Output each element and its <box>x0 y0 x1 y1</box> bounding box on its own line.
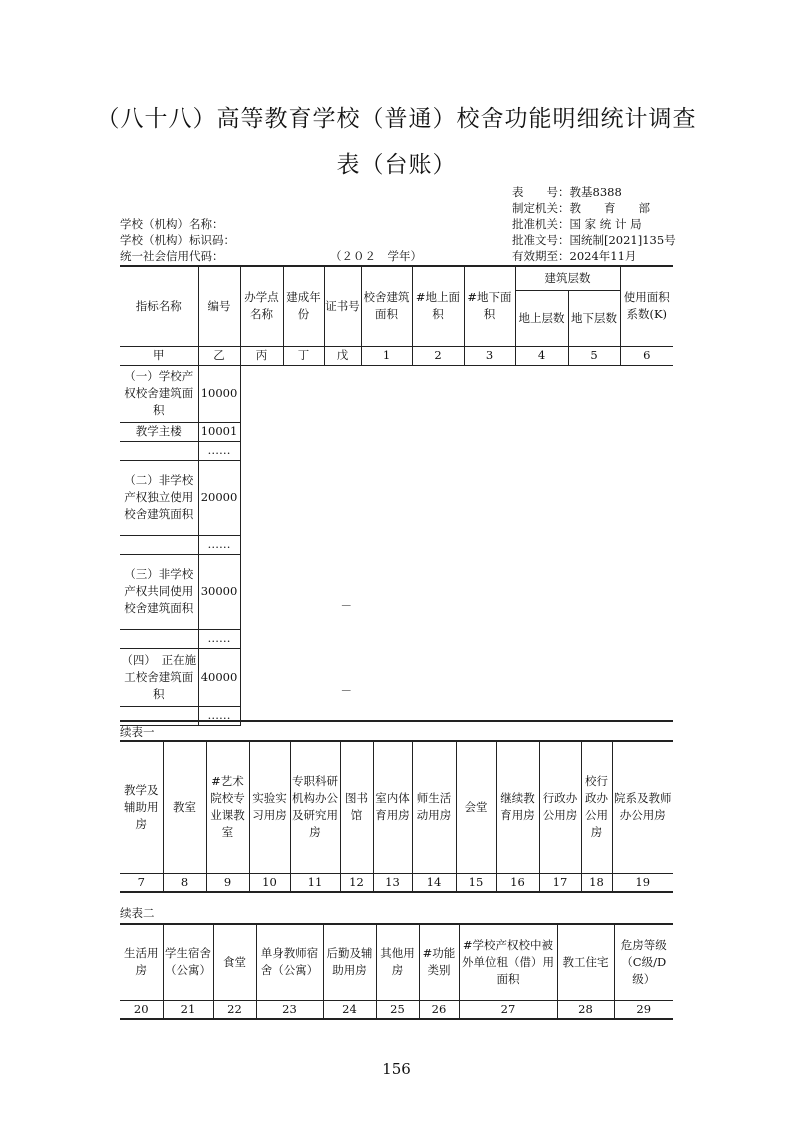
row-code: 10000 <box>198 365 240 422</box>
header-coef: 使用面积系数(K) <box>620 266 673 346</box>
data-area <box>240 365 673 725</box>
header-code: 编号 <box>198 266 240 346</box>
row-code: 20000 <box>198 460 240 535</box>
header-canteen: 食堂 <box>213 924 256 1000</box>
row-name: （四） 正在施工校舍建筑面积 <box>120 648 198 706</box>
dash-30000: － <box>340 599 352 614</box>
header-school-admin: 校行政办公用房 <box>581 741 612 873</box>
valid-until: 有效期至：2024年11月 <box>512 249 637 263</box>
row-code: …… <box>198 441 240 460</box>
header-continuing-ed: 继续教育用房 <box>496 741 539 873</box>
col-code: 11 <box>290 873 340 892</box>
row-code: 10001 <box>198 422 240 441</box>
col-code: 23 <box>256 1000 323 1019</box>
col-code: 10 <box>249 873 290 892</box>
header-library: 图书馆 <box>340 741 373 873</box>
main-table <box>120 265 673 726</box>
col-code: 19 <box>612 873 673 892</box>
row-code: …… <box>198 629 240 648</box>
row-name: （二）非学校产权独立使用校舍建筑面积 <box>120 460 198 535</box>
col-code: 20 <box>120 1000 163 1019</box>
header-classroom: 教室 <box>163 741 206 873</box>
header-year-built: 建成年份 <box>283 266 324 346</box>
col-code: 13 <box>373 873 412 892</box>
col-code: 26 <box>419 1000 459 1019</box>
col-code: 28 <box>557 1000 614 1019</box>
col-code: 甲 <box>120 346 198 365</box>
row-code: 40000 <box>198 648 240 706</box>
row-code: 30000 <box>198 554 240 629</box>
row-name: （三）非学校产权共同使用校舍建筑面积 <box>120 554 198 629</box>
header-hall: 会堂 <box>456 741 496 873</box>
header-indicator: 指标名称 <box>120 266 198 346</box>
col-code: 22 <box>213 1000 256 1019</box>
school-year-label: （２０２ 学年） <box>330 249 422 263</box>
col-code: 17 <box>539 873 581 892</box>
header-gym: 室内体育用房 <box>373 741 412 873</box>
header-function-type: #功能类别 <box>419 924 459 1000</box>
col-code: 9 <box>206 873 249 892</box>
continuation-table-2 <box>120 923 673 1020</box>
col-code: 25 <box>376 1000 419 1019</box>
header-admin: 行政办公用房 <box>539 741 581 873</box>
col-code: 乙 <box>198 346 240 365</box>
col-code: 3 <box>464 346 515 365</box>
approving-authority: 批准机关：国 家 统 计 局 <box>512 217 642 231</box>
col-code: 2 <box>412 346 464 365</box>
header-art-classroom: #艺术院校专业课教室 <box>206 741 249 873</box>
page-number: 156 <box>382 1060 411 1078</box>
continuation-table-1 <box>120 740 673 893</box>
header-cert: 证书号 <box>324 266 361 346</box>
header-danger-grade: 危房等级（C级/D级） <box>614 924 673 1000</box>
issuing-authority: 制定机关：教 育 部 <box>512 201 650 215</box>
header-below-floors: 地下层数 <box>568 290 620 346</box>
row-name: （一）学校产权校舍建筑面积 <box>120 365 198 422</box>
col-code: 27 <box>459 1000 557 1019</box>
col-code: 1 <box>361 346 412 365</box>
school-id-label: 学校（机构）标识码： <box>120 233 235 247</box>
header-logistics: 后勤及辅助用房 <box>323 924 376 1000</box>
form-number: 表 号：教基8388 <box>512 185 622 199</box>
header-leased-area: #学校产权校中被外单位租（借）用面积 <box>459 924 557 1000</box>
col-code: 12 <box>340 873 373 892</box>
header-teacher-dorm: 单身教师宿舍（公寓） <box>256 924 323 1000</box>
col-code: 18 <box>581 873 612 892</box>
row-code: …… <box>198 706 240 725</box>
header-lab: 实验实习用房 <box>249 741 290 873</box>
header-research: 专职科研机构办公及研究用房 <box>290 741 340 873</box>
col-code: 24 <box>323 1000 376 1019</box>
col-code: 戊 <box>324 346 361 365</box>
row-name <box>120 535 198 554</box>
table1-bottom-rule <box>120 720 673 722</box>
continuation-label-1: 续表一 <box>120 725 155 739</box>
col-code: 6 <box>620 346 673 365</box>
row-name <box>120 441 198 460</box>
col-code: 16 <box>496 873 539 892</box>
col-code: 丁 <box>283 346 324 365</box>
col-code: 15 <box>456 873 496 892</box>
header-other: 其他用房 <box>376 924 419 1000</box>
row-code: …… <box>198 535 240 554</box>
row-name <box>120 706 198 725</box>
header-below-area: #地下面积 <box>464 266 515 346</box>
col-code: 5 <box>568 346 620 365</box>
header-dept-office: 院系及教师办公用房 <box>612 741 673 873</box>
col-code: 8 <box>163 873 206 892</box>
header-teaching: 教学及辅助用房 <box>120 741 163 873</box>
row-name: 教学主楼 <box>120 422 198 441</box>
col-code: 21 <box>163 1000 213 1019</box>
header-above-area: #地上面积 <box>412 266 464 346</box>
col-code: 4 <box>515 346 568 365</box>
col-code: 14 <box>412 873 456 892</box>
row-name <box>120 629 198 648</box>
header-floors: 建筑层数 <box>515 266 620 290</box>
header-staff-housing: 教工住宅 <box>557 924 614 1000</box>
dash-40000: － <box>340 684 352 699</box>
col-code: 7 <box>120 873 163 892</box>
header-activity: 师生活动用房 <box>412 741 456 873</box>
credit-code-label: 统一社会信用代码： <box>120 249 224 263</box>
continuation-label-2: 续表二 <box>120 906 155 920</box>
col-code: 丙 <box>240 346 283 365</box>
header-dorm: 学生宿舍（公寓） <box>163 924 213 1000</box>
header-campus: 办学点名称 <box>240 266 283 346</box>
school-name-label: 学校（机构）名称： <box>120 217 224 231</box>
page-title: （八十八）高等教育学校（普通）校舍功能明细统计调查 <box>96 106 697 132</box>
col-code: 29 <box>614 1000 673 1019</box>
page-title-line2: 表（台账） <box>336 152 457 178</box>
header-above-floors: 地上层数 <box>515 290 568 346</box>
header-area: 校舍建筑面积 <box>361 266 412 346</box>
header-living: 生活用房 <box>120 924 163 1000</box>
approval-number: 批准文号：国统制[2021]135号 <box>512 233 676 247</box>
